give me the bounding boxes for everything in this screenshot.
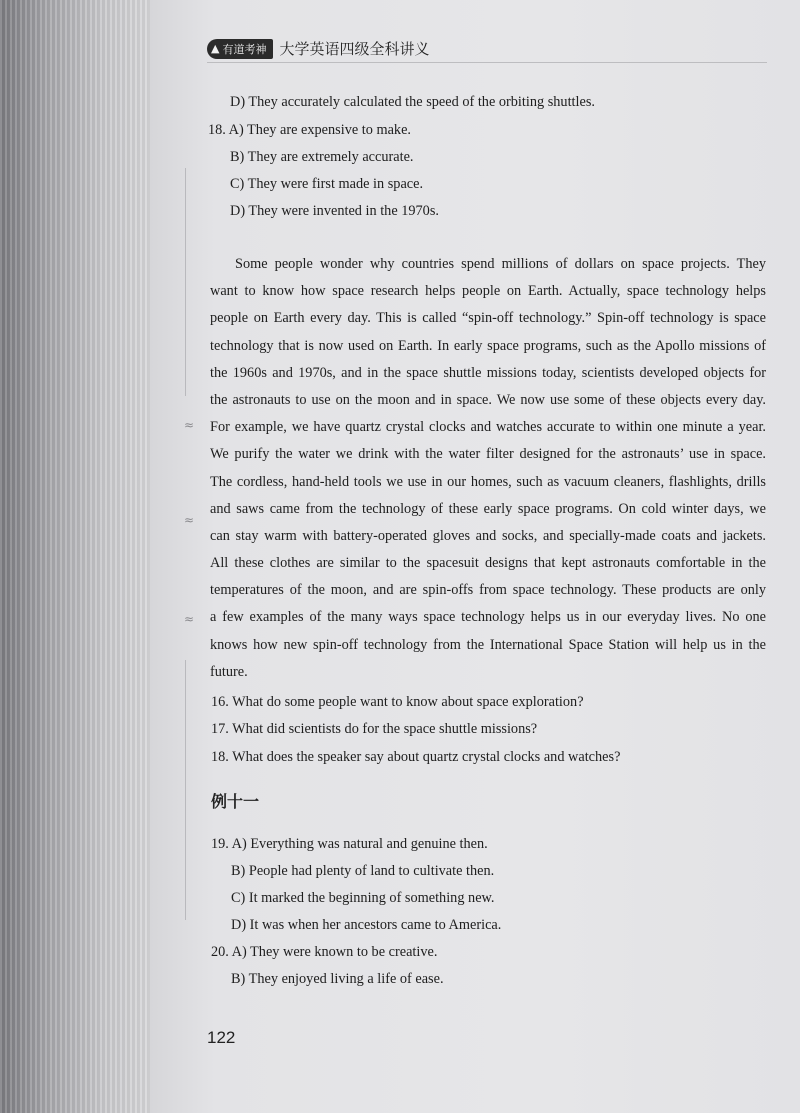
page-number: 122 [207,1028,236,1047]
margin-mark: ≈ [184,418,195,432]
book-title: 大学英语四级全科讲义 [279,40,430,58]
question-line: 16. What do some people want to know about space exploration? [211,694,584,710]
passage-line: want to know how space research helps people on Earth. Actually, space technology helps [210,283,766,300]
passage-line: future. [210,663,248,680]
question-line: 17. What did scientists do for the space shuttle missions? [211,721,538,737]
passage-line: the 1960s and 1970s, and in the space shuttle missions today, scientists developed objects for [210,364,766,381]
option-line: D) They accurately calculated the speed of the orbiting shuttles. [230,94,595,110]
passage-line: Some people wonder why countries spend millions of dollars on space projects. They [235,256,766,272]
passage-line: All these clothes are similar to the spacesuit designs that kept astronauts comfortable in the [210,555,766,572]
passage-line: people on Earth every day. This is called “spin-off technology.” Spin-off technology is space [210,310,766,327]
option-line: D) It was when her ancestors came to America. [231,917,502,933]
option-line: 19. A) Everything was natural and genuine then. [211,836,488,852]
passage-line: technology that is now used on Earth. In early space programs, such as the Apollo missions of [210,337,766,354]
margin-mark: ≈ [184,612,195,626]
section-title: 例十一 [211,792,260,811]
passage-line: knows how new spin-off technology from the International Space Station will help us in the [210,636,766,653]
passage-line: a few examples of the many ways space technology helps us in our everyday lives. No one [210,609,766,626]
margin-line [185,660,186,920]
passage-line: We purify the water we drink with the water filter designed for the astronauts’ use in space. [210,446,766,463]
option-line: B) They are extremely accurate. [230,149,414,165]
option-line: 20. A) They were known to be creative. [211,944,438,960]
passage-line: the astronauts to use on the moon and in space. We now use some of these objects every day. [210,391,766,408]
running-header [207,38,429,59]
margin-line [185,168,186,396]
passage-line: temperatures of the moon, and are spin-offs from space technology. These products are only [210,582,766,599]
margin-mark: ≈ [184,513,195,527]
option-line: C) It marked the beginning of something new. [231,890,495,906]
option-line: B) They enjoyed living a life of ease. [231,971,444,987]
publisher-logo [207,39,273,59]
passage-line: and saws came from the technology of these early space programs. On cold winter days, we [210,500,766,517]
option-line: B) People had plenty of land to cultivate then. [231,863,495,879]
option-line: 18. A) They are expensive to make. [208,122,412,138]
bird-icon: ▲ [211,42,220,55]
passage-line: can stay warm with battery-operated gloves and socks, and specially-made coats and jackets. [210,527,766,544]
passage-line: For example, we have quartz crystal clocks and watches accurate to within one minute a year. [210,419,766,436]
publisher-logo-text: 有道考神 [222,42,267,56]
option-line: D) They were invented in the 1970s. [230,203,439,219]
question-line: 18. What does the speaker say about quartz crystal clocks and watches? [211,749,621,765]
option-line: C) They were first made in space. [230,176,424,192]
passage [210,255,766,690]
passage-line: The cordless, hand-held tools we use in our homes, such as vacuum cleaners, flashlights, drills [210,473,766,490]
header-rule [207,62,767,63]
